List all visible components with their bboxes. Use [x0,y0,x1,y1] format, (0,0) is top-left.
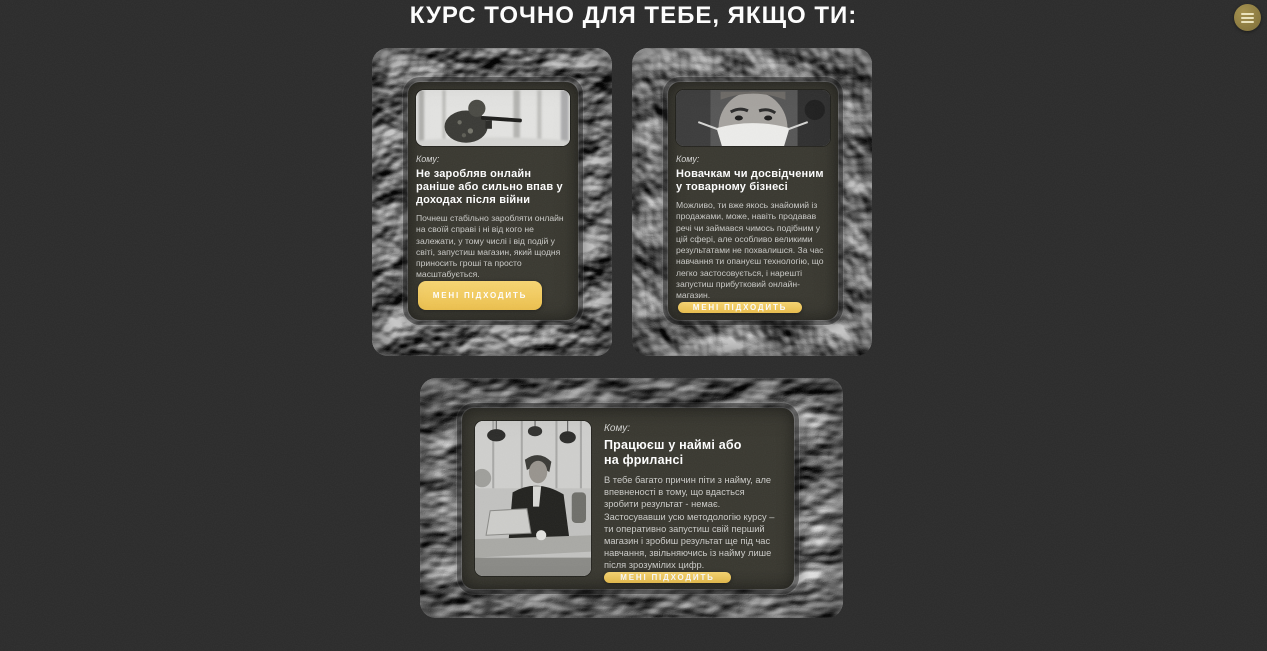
fits-me-button[interactable]: МЕНІ ПІДХОДИТЬ [678,302,802,313]
menu-button[interactable] [1234,4,1261,31]
page-title: КУРС ТОЧНО ДЛЯ ТЕБЕ, ЯКЩО ТИ: [409,2,858,29]
card-panel [668,82,838,320]
card-title: Новачкам чи досвідченим у товарному бізнесі [676,168,824,193]
card-description: Можливо, ти вже якось знайомий із продажами, може, навіть продавав речі чи займався чимось подібним у цій сфері, але особливо великими результатами не похвалишся. За час навчання ти опануєш технологію, що легко застосовується, і нарешті запустиш прибутковий онлайн-магазин. [676,200,824,301]
foil-bag-card-3 [420,378,843,618]
card-title: Працюєш у наймі або на фрилансі [604,438,742,467]
card-kicker: Кому: [416,154,440,164]
fits-me-button[interactable]: МЕНІ ПІДХОДИТЬ [604,572,731,583]
card-title: Не заробляв онлайн раніше або сильно впав у доходах після війни [416,168,563,206]
card-description: Почнеш стабільно заробляти онлайн на своїй справі і ні від кого не залежати, у тому числі і від подій у світі, запустиш магазин, який щодня приносить гроші та просто масштабується. [416,213,564,280]
foil-bag-card-1 [372,48,612,356]
card-kicker: Кому: [604,423,630,434]
fits-me-button[interactable]: МЕНІ ПІДХОДИТЬ [418,281,542,310]
hamburger-icon [1241,17,1254,19]
card-panel [462,408,794,589]
man-with-laptop-in-cafe-photo [475,421,591,576]
card-description: В тебе багато причин піти з найму, але впевненості в тому, що вдасться зробити результат - немає. Застосувавши усю методологію курсу – ти оперативно запустиш свій перший магазин і зробиш результат ще під час навчання, звільняючись із найму лише після зрозумілих цифр. [604,475,775,571]
foil-bag-card-2 [632,48,872,356]
card-panel [408,82,578,320]
card-content [604,421,781,582]
card-kicker: Кому: [676,154,700,164]
soldier-in-winter-forest-photo [416,90,570,146]
man-in-white-mask-photo [676,90,830,146]
